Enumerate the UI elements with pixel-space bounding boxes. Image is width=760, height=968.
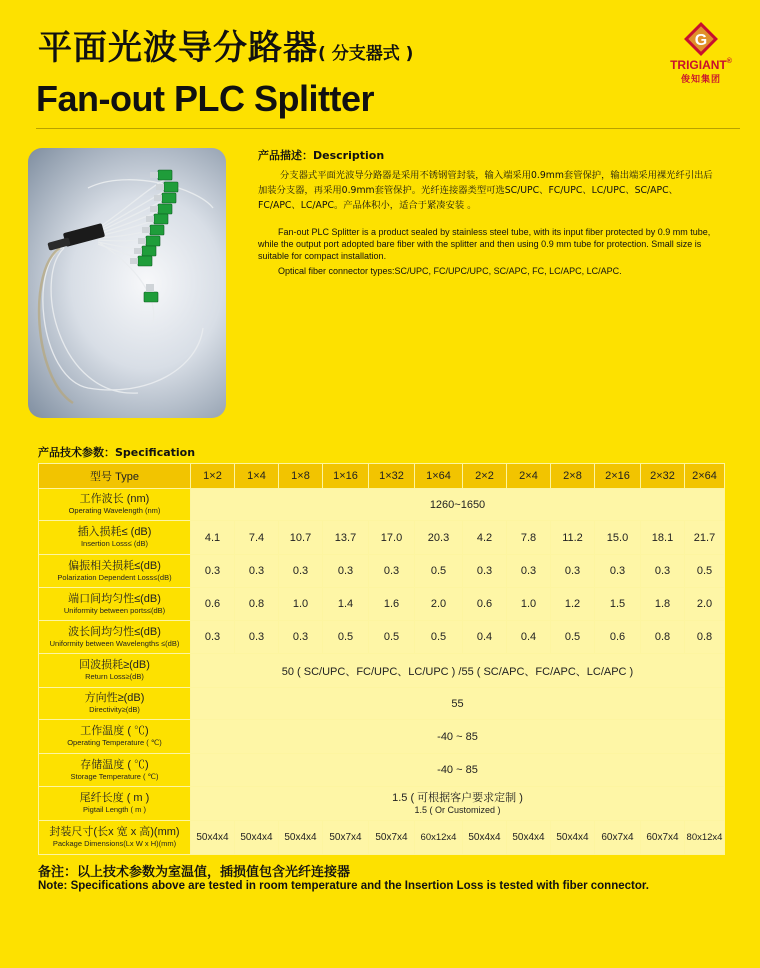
- return-loss-value: 50 ( SC/UPC、FC/UPC、LC/UPC ) /55 ( SC/APC、FC/APC、LC/APC ): [191, 654, 725, 688]
- value-cell: 0.3: [279, 555, 323, 588]
- value-cell: 0.6: [595, 621, 641, 654]
- value-cell: 1.0: [279, 588, 323, 621]
- row-label: 工作温度 ( ℃) Operating Temperature ( ℃): [39, 720, 191, 754]
- row-operating-temperature: [39, 720, 725, 754]
- value-cell: 50x7x4: [323, 821, 369, 855]
- value-cell: 0.5: [323, 621, 369, 654]
- value-cell: 1.5: [595, 588, 641, 621]
- value-cell: 0.3: [191, 621, 235, 654]
- value-cell: 0.3: [235, 621, 279, 654]
- description-en: Fan-out PLC Splitter is a product sealed by stainless steel tube, with its input fiber protected by 0.9 mm tube, while the output port adopted bare fiber with the splitter and then using 0.9 mm tube for protection. Small size is suitable for compact installation.: [258, 227, 711, 261]
- logo-diamond-icon: [684, 22, 718, 56]
- value-cell: 4.2: [463, 521, 507, 555]
- type-cell: 2×32: [641, 464, 685, 489]
- value-cell: 17.0: [369, 521, 415, 555]
- page-title-cn: [38, 20, 413, 69]
- description-connectors: Optical fiber connector types:SC/UPC, FC/UPC/UPC, SC/APC, FC, LC/APC, LC/APC.: [278, 266, 622, 276]
- type-cell: 1×2: [191, 464, 235, 489]
- value-cell: 0.5: [369, 621, 415, 654]
- row-pigtail: [39, 787, 725, 821]
- row-label: 方向性≥(dB) Directivity≥(dB): [39, 688, 191, 720]
- value-cell: 2.0: [415, 588, 463, 621]
- value-cell: 0.3: [279, 621, 323, 654]
- value-cell: 0.5: [415, 555, 463, 588]
- value-cell: 50x4x4: [551, 821, 595, 855]
- value-cell: 60x7x4: [641, 821, 685, 855]
- type-cell: 1×32: [369, 464, 415, 489]
- value-cell: 0.8: [685, 621, 725, 654]
- row-label: 回波损耗≥(dB) Return Loss≥(dB): [39, 654, 191, 688]
- op-temp-value: -40 ~ 85: [191, 720, 725, 754]
- type-cell: 2×2: [463, 464, 507, 489]
- value-cell: 10.7: [279, 521, 323, 555]
- value-cell: 2.0: [685, 588, 725, 621]
- type-cell: 2×4: [507, 464, 551, 489]
- value-cell: 50x4x4: [507, 821, 551, 855]
- value-cell: 0.3: [191, 555, 235, 588]
- value-cell: 0.4: [507, 621, 551, 654]
- description-cn: 分支器式平面光波导分路器是采用不锈钢管封装，输入端采用0.9mm套管保护，输出端采用裸光纤引出后加装分支器，再采用0.9mm套管保护。光纤连接器类型可选SC/UPC、FC/UPC、LC/UPC、SC/APC、FC/APC、LC/APC。产品体积小，适合于紧凑安装 。: [258, 170, 713, 211]
- value-cell: 0.5: [551, 621, 595, 654]
- product-photo: [28, 148, 226, 418]
- value-cell: 0.3: [641, 555, 685, 588]
- row-label: 插入损耗≤ (dB) Insertion Loss≤ (dB): [39, 521, 191, 555]
- value-cell: 18.1: [641, 521, 685, 555]
- value-cell: 11.2: [551, 521, 595, 555]
- row-storage-temperature: [39, 754, 725, 787]
- value-cell: 50x4x4: [191, 821, 235, 855]
- note-cn: 备注：以上技术参数为室温值，插损值包含光纤连接器: [38, 865, 351, 880]
- spec-heading: 产品技术参数：Specification: [38, 446, 196, 459]
- value-cell: 13.7: [323, 521, 369, 555]
- row-label: 工作波长 (nm) Operating Wavelength (nm): [39, 489, 191, 521]
- row-uniformity-ports: [39, 588, 725, 621]
- value-cell: 60x12x4: [415, 821, 463, 855]
- value-cell: 0.8: [641, 621, 685, 654]
- type-cell: 2×64: [685, 464, 725, 489]
- logo-sub: 俊知集团: [680, 75, 721, 85]
- directivity-value: 55: [191, 688, 725, 720]
- value-cell: 1.6: [369, 588, 415, 621]
- title-cn-main: 平面光波导分路器: [38, 28, 318, 68]
- brand-logo: [656, 22, 746, 102]
- type-cell: 1×8: [279, 464, 323, 489]
- value-cell: 50x4x4: [279, 821, 323, 855]
- value-cell: 50x4x4: [463, 821, 507, 855]
- title-cn-sub: ( 分支器式 ): [318, 44, 414, 64]
- value-cell: 0.3: [507, 555, 551, 588]
- type-row: [39, 464, 725, 489]
- value-cell: 50x7x4: [369, 821, 415, 855]
- page-title-en: Fan-out PLC Splitter: [36, 78, 374, 119]
- type-cell: 1×64: [415, 464, 463, 489]
- value-cell: 0.3: [551, 555, 595, 588]
- logo-reg: ®: [726, 58, 732, 65]
- value-cell: 20.3: [415, 521, 463, 555]
- value-cell: 0.8: [235, 588, 279, 621]
- value-cell: 0.3: [463, 555, 507, 588]
- row-directivity: [39, 688, 725, 720]
- row-package: [39, 821, 725, 855]
- value-cell: 0.5: [415, 621, 463, 654]
- value-cell: 0.3: [235, 555, 279, 588]
- value-cell: 60x7x4: [595, 821, 641, 855]
- value-cell: 0.3: [323, 555, 369, 588]
- row-return-loss: [39, 654, 725, 688]
- type-label: 型号 Type: [39, 464, 191, 489]
- row-label: 波长间均匀性≤(dB) Uniformity between Wavelengths ≤(dB): [39, 621, 191, 654]
- header-divider: [36, 128, 740, 129]
- storage-temp-value: -40 ~ 85: [191, 754, 725, 787]
- value-cell: 0.3: [369, 555, 415, 588]
- row-uniformity-wavelengths: [39, 621, 725, 654]
- value-cell: 0.6: [191, 588, 235, 621]
- value-cell: 15.0: [595, 521, 641, 555]
- value-cell: 50x4x4: [235, 821, 279, 855]
- row-label: 偏振相关损耗≤(dB) Polarization Dependent Loss≤(dB): [39, 555, 191, 588]
- value-cell: 80x12x4: [685, 821, 725, 855]
- value-cell: 1.8: [641, 588, 685, 621]
- row-wavelength: [39, 489, 725, 521]
- row-label: 存储温度 ( ℃) Storage Temperature ( ℃): [39, 754, 191, 787]
- type-cell: 1×16: [323, 464, 369, 489]
- type-cell: 2×8: [551, 464, 595, 489]
- value-cell: 4.1: [191, 521, 235, 555]
- row-label: 尾纤长度 ( m ) Pigtail Length ( m ): [39, 787, 191, 821]
- row-label: 封装尺寸(长x 宽 x 高)(mm) Package Dimensions(Lx W x H)(mm): [39, 821, 191, 855]
- value-cell: 21.7: [685, 521, 725, 555]
- row-insertion-loss: [39, 521, 725, 555]
- value-cell: 1.2: [551, 588, 595, 621]
- row-pdl: [39, 555, 725, 588]
- logo-name: TRIGIANT: [670, 58, 727, 72]
- row-label: 端口间均匀性≤(dB) Uniformity between ports≤(dB): [39, 588, 191, 621]
- pigtail-value: 1.5 ( 可根据客户要求定制 ) 1.5 ( Or Customized ): [191, 787, 725, 821]
- value-cell: 1.0: [507, 588, 551, 621]
- wavelength-value: 1260~1650: [191, 489, 725, 521]
- value-cell: 0.3: [595, 555, 641, 588]
- value-cell: 7.8: [507, 521, 551, 555]
- description-heading: 产品描述：Description: [258, 149, 385, 162]
- value-cell: 7.4: [235, 521, 279, 555]
- value-cell: 1.4: [323, 588, 369, 621]
- type-cell: 1×4: [235, 464, 279, 489]
- type-cell: 2×16: [595, 464, 641, 489]
- value-cell: 0.6: [463, 588, 507, 621]
- note-en: Note: Specifications above are tested in room temperature and the Insertion Loss is tested with fiber connector.: [38, 880, 649, 892]
- value-cell: 0.4: [463, 621, 507, 654]
- value-cell: 0.5: [685, 555, 725, 588]
- spec-table: [38, 463, 725, 855]
- logo-letter: G: [694, 32, 708, 49]
